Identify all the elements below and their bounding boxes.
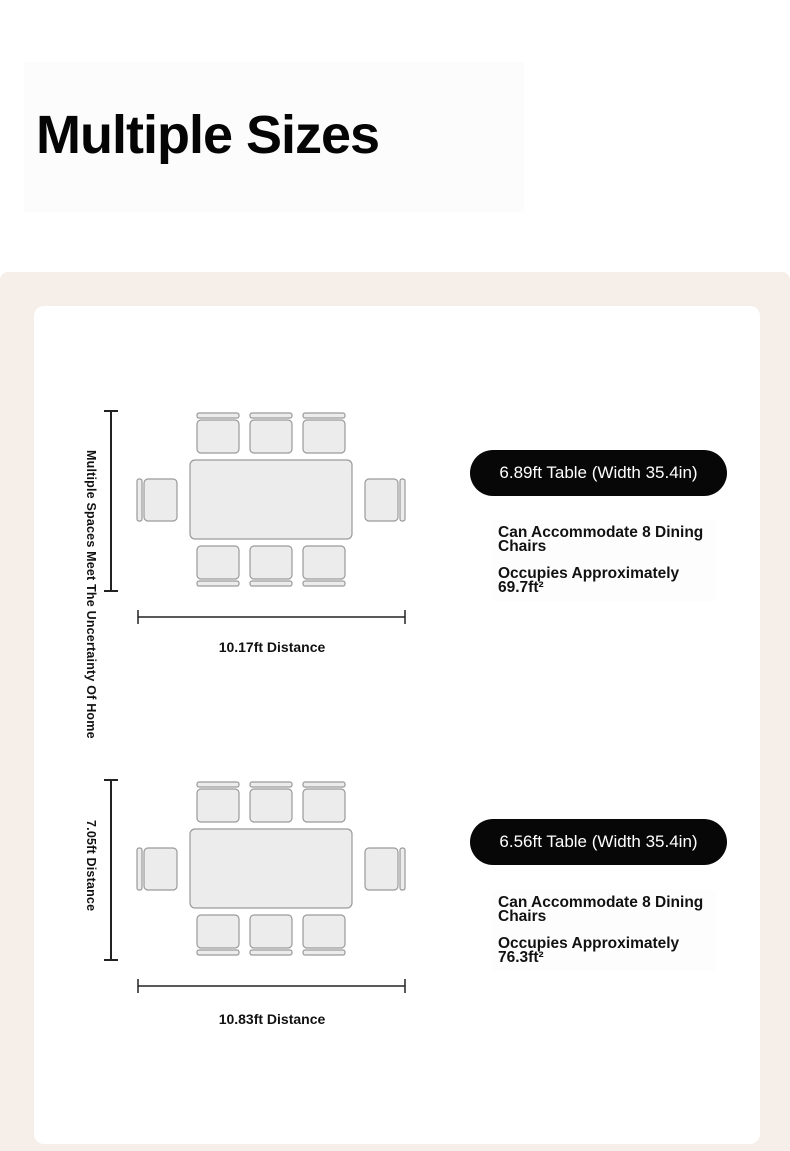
chair-seat (144, 479, 177, 521)
height-dimension-cap-top (104, 410, 118, 412)
chair-seat (250, 915, 292, 948)
height-dimension-cap-top (104, 779, 118, 781)
chair-seat (197, 915, 239, 948)
height-dimension-line (110, 779, 112, 961)
chair-back (197, 950, 239, 955)
chair-back (303, 782, 345, 787)
height-dimension-cap-bottom (104, 959, 118, 961)
chair-seat (144, 848, 177, 890)
height-distance-label: 7.05ft Distance (84, 820, 98, 912)
chair-back (250, 950, 292, 955)
chair-back (137, 479, 142, 521)
distance-label-2: 10.83ft Distance (218, 1011, 326, 1027)
table-size-badge-1: 6.89ft Table (Width 35.4in) (470, 450, 727, 496)
chair-seat (303, 420, 345, 453)
chair-back (400, 848, 405, 890)
chair-capacity-text: Can Accommodate 8 Dining Chairs (498, 894, 704, 925)
chair-seat (250, 546, 292, 579)
chair-seat (303, 915, 345, 948)
area-text: Occupies Approximately 76.3ft² (498, 935, 680, 966)
chair-back (250, 782, 292, 787)
height-dimension-cap-bottom (104, 590, 118, 592)
table-layout-diagram-2 (130, 774, 410, 996)
table-size-badge-2: 6.56ft Table (Width 35.4in) (470, 819, 727, 865)
size-details-2 (492, 890, 716, 971)
chair-back (400, 479, 405, 521)
chair-back (303, 413, 345, 418)
chair-seat (250, 420, 292, 453)
chair-back (303, 950, 345, 955)
table-top (190, 829, 352, 908)
chair-seat (365, 479, 398, 521)
chair-back (303, 581, 345, 586)
chair-back (197, 581, 239, 586)
distance-label-1: 10.17ft Distance (218, 639, 326, 655)
chair-seat (303, 546, 345, 579)
side-label: Multiple Spaces Meet The Uncertainty Of Home (84, 450, 98, 739)
chair-seat (365, 848, 398, 890)
chair-seat (197, 789, 239, 822)
height-dimension-line (110, 410, 112, 592)
table-layout-diagram-1 (130, 405, 410, 627)
chair-back (197, 782, 239, 787)
chair-back (250, 413, 292, 418)
chair-seat (197, 546, 239, 579)
chair-seat (250, 789, 292, 822)
chair-back (137, 848, 142, 890)
chair-back (197, 413, 239, 418)
chair-capacity-text: Can Accommodate 8 Dining Chairs (498, 524, 704, 555)
chair-back (250, 581, 292, 586)
size-details-1 (492, 520, 716, 601)
page-title: Multiple Sizes (36, 105, 380, 165)
chair-seat (197, 420, 239, 453)
table-top (190, 460, 352, 539)
chair-seat (303, 789, 345, 822)
area-text: Occupies Approximately 69.7ft² (498, 565, 680, 596)
